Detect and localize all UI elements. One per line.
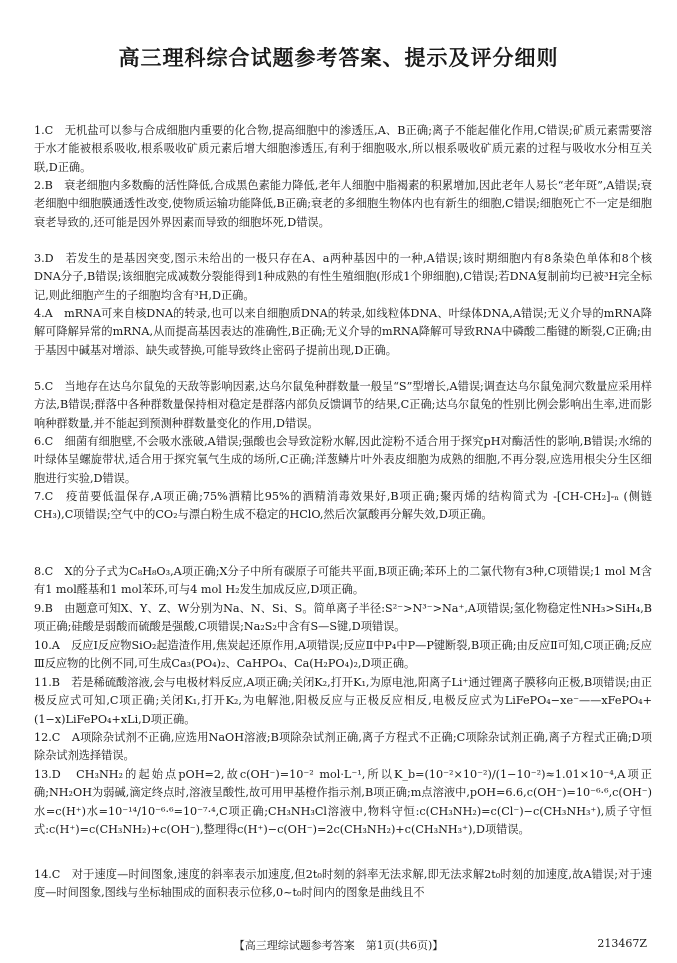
list-item: 7.C 疫苗要低温保存,A项正确;75%酒精比95%的酒精消毒效果好,B项正确;聚丙烯的结构简式为 -[CH-CH₂]-ₙ (侧链CH₃),C项错误;空气中的CO₂与漂白粉生成不稳定的HClO,然后次氯酸再分解失效,D项正确。 <box>34 490 652 522</box>
list-item: 8.C X的分子式为C₈H₈O₃,A项正确;X分子中所有碳原子可能共平面,B项正确;苯环上的二氯代物有3种,C项错误;1 mol M含有1 mol醛基和1 mol苯环,可与4 mol H₂发生加成反应,D项正确。 <box>34 565 652 597</box>
list-item: 10.A 反应Ⅰ反应物SiO₂起造渣作用,焦炭起还原作用,A项错误;反应Ⅱ中P₄中P—P键断裂,B项正确;由反应Ⅱ可知,C项正确;反应Ⅲ反应物的比例不同,可生成Ca₃(PO₄)₂、CaHPO₄、Ca(H₂PO₄)₂,D项正确。 <box>34 639 652 671</box>
list-item: 11.B 若是稀硫酸溶液,会与电极材料反应,A项正确;关闭K₂,打开K₁,为原电池,阳离子Li⁺通过锂离子膜移向正极,B项错误;由正极反应式可知,C项正确;关闭K₁,打开K₂,为电解池,阳极反应与正极反应相反,电极反应式为LiFePO₄−xe⁻——xFePO₄+(1−x)LiFePO₄+xLi,D项正确。 <box>34 676 652 726</box>
list-item: 4.A mRNA可来自核DNA的转录,也可以来自细胞质DNA的转录,如线粒体DNA、叶绿体DNA,A错误;无义介导的mRNA降解可降解异常的mRNA,从而提高基因表达的准确性,B正确;无义介导的mRNA降解可导致RNA中磷酸二酯键的断裂,C正确;由于基因中碱基对增添、缺失或替换,可能导致终止密码子提前出现,D正确。 <box>34 307 652 357</box>
list-item: 13.D CH₃NH₂的起始点pOH=2,故c(OH⁻)=10⁻² mol·L⁻¹,所以K_b=(10⁻²×10⁻²)/(1−10⁻²)≈1.01×10⁻⁴,A项正确;NH₂OH为弱碱,滴定终点时,溶液呈酸性,故可用甲基橙作指示剂,B项正确;m点溶液中,pOH=6.6,c(OH⁻)=10⁻⁶·⁶,c(OH⁻)水=c(H⁺)水=10⁻¹⁴/10⁻⁶·⁶=10⁻⁷·⁴,C项正确;CH₃NH₃Cl溶液中,物料守恒:c(CH₃NH₂)=c(Cl⁻)−c(CH₃NH₃⁺),质子守恒式:c(H⁺)=c(CH₃NH₂)+c(OH⁻),整理得c(H⁺)−c(OH⁻)=2c(CH₃NH₂)+c(CH₃NH₃⁺),D项错误。 <box>34 768 652 836</box>
list-item: 14.C 对于速度—时间图象,速度的斜率表示加速度,但2t₀时刻的斜率无法求解,即无法求解2t₀时刻的加速度,故A错误;对于速度—时间图象,图线与坐标轴围成的面积表示位移,0~t₀时间内的图象是曲线且不 <box>34 868 652 900</box>
list-item: 2.B 衰老细胞内多数酶的活性降低,合成黑色素能力降低,老年人细胞中脂褐素的积累增加,因此老年人易长“老年斑”,A错误;衰老细胞中细胞膜通透性改变,使物质运输功能降低,B正确;衰老的多细胞生物体内也有新生的细胞,C错误;细胞死亡不一定是细胞衰老导致的,还可能是因外界因素而导致的细胞坏死,D错误。 <box>34 179 652 229</box>
list-item: 3.D 若发生的是基因突变,图示未给出的一极只存在A、a两种基因中的一种,A错误;该时期细胞内有8条染色单体和8个核DNA分子,B错误;该细胞完成减数分裂能得到1种成熟的有性生殖细胞(形成1个卵细胞),C错误;若DNA复制前均已被³H完全标记,则此细胞产生的子细胞均含有³H,D正确。 <box>34 252 652 302</box>
list-item: 12.C A项除杂试剂不正确,应选用NaOH溶液;B项除杂试剂正确,离子方程式不正确;C项除杂试剂正确,离子方程式正确;D项除杂试剂选择错误。 <box>34 731 652 763</box>
list-item: 6.C 细菌有细胞壁,不会吸水涨破,A错误;强酸也会导致淀粉水解,因此淀粉不适合用于探究pH对酶活性的影响,B错误;水绵的叶绿体呈螺旋带状,适合用于探究氧气生成的场所,C正确;洋葱鳞片叶外表皮细胞为成熟的细胞,不再分裂,应选用根尖分生区细胞进行实验,D错误。 <box>34 435 652 485</box>
footer-code: 213467Z <box>597 937 647 950</box>
list-item: 5.C 当地存在达乌尔鼠兔的天敌等影响因素,达乌尔鼠兔种群数量一般呈“S”型增长,A错误;调查达乌尔鼠兔洞穴数量应采用样方法,B错误;群落中各种群数量保持相对稳定是群落内部负反馈调节的结果,C正确;达乌尔鼠兔的性别比例会影响出生率,进而影响种群数量,并不能起到预测种群数量变化的作用,D错误。 <box>34 380 652 430</box>
page-title: 高三理科综合试题参考答案、提示及评分细则 <box>118 46 559 70</box>
list-item: 1.C 无机盐可以参与合成细胞内重要的化合物,提高细胞中的渗透压,A、B正确;离子不能起催化作用,C错误;矿质元素需要溶于水才能被根系吸收,根系吸收矿质元素后增大细胞渗透压,有利于细胞吸水,所以根系吸收矿质元素的过程与吸收水分相互关联,D正确。 <box>34 124 652 174</box>
footer-label: 【高三理综试题参考答案 第1页(共6页)】 <box>233 939 444 952</box>
answer-list <box>34 122 652 903</box>
list-item: 9.B 由题意可知X、Y、Z、W分别为Na、N、Si、S。简单离子半径:S²⁻>N³⁻>Na⁺,A项错误;氢化物稳定性NH₃>SiH₄,B项正确;硅酸是弱酸而硫酸是强酸,C项错误;Na₂S₂中含有S—S键,D项错误。 <box>34 602 652 634</box>
